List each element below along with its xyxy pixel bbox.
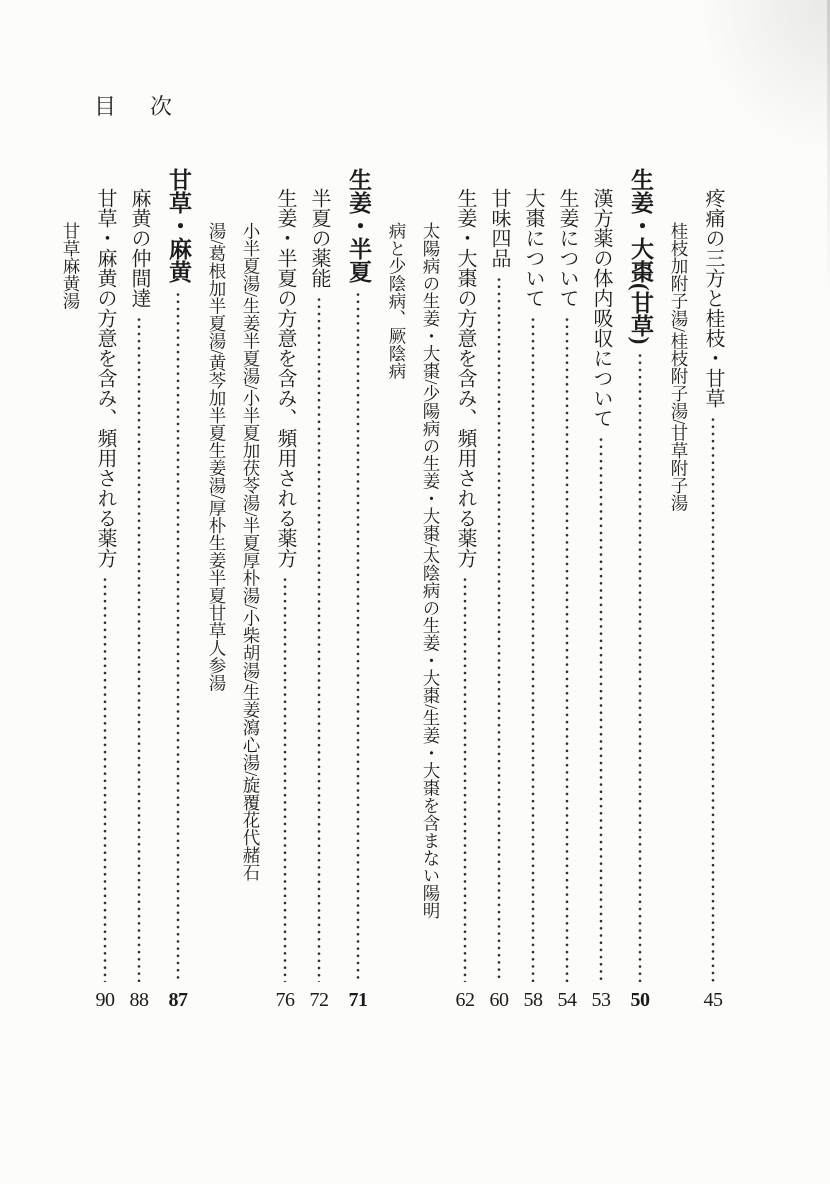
toc-section-heading xyxy=(618,168,662,1013)
toc-entry xyxy=(302,188,336,1013)
toc-subentry xyxy=(54,222,88,1013)
toc-section-heading xyxy=(156,168,200,1013)
page-title: 目 次 xyxy=(94,94,179,119)
page-number: 45 xyxy=(703,989,723,1011)
page-number: 54 xyxy=(557,989,577,1011)
toc-label: 甘草麻黄湯 xyxy=(61,222,81,310)
toc-entry xyxy=(516,188,550,1013)
page-number: 58 xyxy=(523,989,543,1011)
toc-label: 漢方薬の体内吸収について xyxy=(590,188,612,428)
dot-leader xyxy=(88,576,122,982)
toc-label: 半夏の薬能 xyxy=(308,188,330,288)
toc-label: 甘草・麻黄 xyxy=(166,168,191,283)
dot-leader xyxy=(516,316,550,982)
toc-label: 病と少陰病、厥陰病 xyxy=(387,222,407,380)
toc-entry xyxy=(584,188,618,1013)
toc-subentry xyxy=(380,222,414,1013)
toc-entry xyxy=(268,188,302,1013)
toc-entry xyxy=(482,188,516,1013)
dot-leader xyxy=(448,576,482,982)
toc-subentry xyxy=(234,222,268,1013)
toc-subentry xyxy=(200,222,234,1013)
toc-label: 生姜・半夏 xyxy=(346,168,371,283)
toc-label: 甘草・麻黄の方意を含み、頻用される薬方 xyxy=(94,188,116,568)
toc-entry xyxy=(696,188,730,1013)
dot-leader xyxy=(122,316,156,982)
dot-leader xyxy=(584,436,618,982)
toc-label: 太陽病の生姜・大棗/少陽病の生姜・大棗/太陰病の生姜・大棗/生姜・大棗を含まない陽明 xyxy=(421,222,441,920)
dot-leader xyxy=(618,352,662,982)
toc-label: 小半夏湯/生姜半夏湯/小半夏加茯苓湯/半夏厚朴湯/小柴胡湯/生姜瀉心湯/旋覆花代赭石 xyxy=(241,222,261,882)
toc-label: 麻黄の仲間達 xyxy=(128,188,150,308)
page-number: 71 xyxy=(348,989,368,1011)
toc-entry xyxy=(448,188,482,1013)
page-number: 53 xyxy=(591,989,611,1011)
toc-subentry xyxy=(662,222,696,1013)
page-number: 60 xyxy=(489,989,509,1011)
toc-label: 生姜・大棗の方意を含み、頻用される薬方 xyxy=(454,188,476,568)
toc-label: 大棗について xyxy=(522,188,544,308)
page-number: 62 xyxy=(455,989,475,1011)
toc-label: 生姜・半夏の方意を含み、頻用される薬方 xyxy=(274,188,296,568)
toc-entry xyxy=(122,188,156,1013)
toc-label: 桂枝加附子湯/桂枝附子湯/甘草附子湯 xyxy=(669,222,689,512)
toc xyxy=(54,168,730,1013)
dot-leader xyxy=(268,576,302,982)
toc-label: 疼痛の三方と桂枝・甘草 xyxy=(702,188,724,408)
scan-corner-shadow xyxy=(700,0,830,150)
page-number: 88 xyxy=(129,989,149,1011)
toc-subentry xyxy=(414,222,448,1013)
toc-label: 甘味四品 xyxy=(488,188,510,268)
page-number: 76 xyxy=(275,989,295,1011)
dot-leader xyxy=(550,316,584,982)
toc-entry xyxy=(88,188,122,1013)
dot-leader xyxy=(336,291,380,982)
dot-leader xyxy=(482,276,516,982)
page-number: 87 xyxy=(168,989,188,1011)
page-number: 90 xyxy=(95,989,115,1011)
page-number: 50 xyxy=(630,989,650,1011)
toc-section-heading xyxy=(336,168,380,1013)
toc-label: 湯/葛根加半夏湯/黄芩加半夏生姜湯/厚朴生姜半夏甘草人参湯 xyxy=(207,222,227,692)
toc-label: 生姜・大棗(甘草) xyxy=(628,168,653,345)
page-number: 72 xyxy=(309,989,329,1011)
dot-leader xyxy=(696,416,730,982)
dot-leader xyxy=(156,291,200,982)
toc-entry xyxy=(550,188,584,1013)
toc-label: 生姜について xyxy=(556,188,578,308)
dot-leader xyxy=(302,296,336,982)
